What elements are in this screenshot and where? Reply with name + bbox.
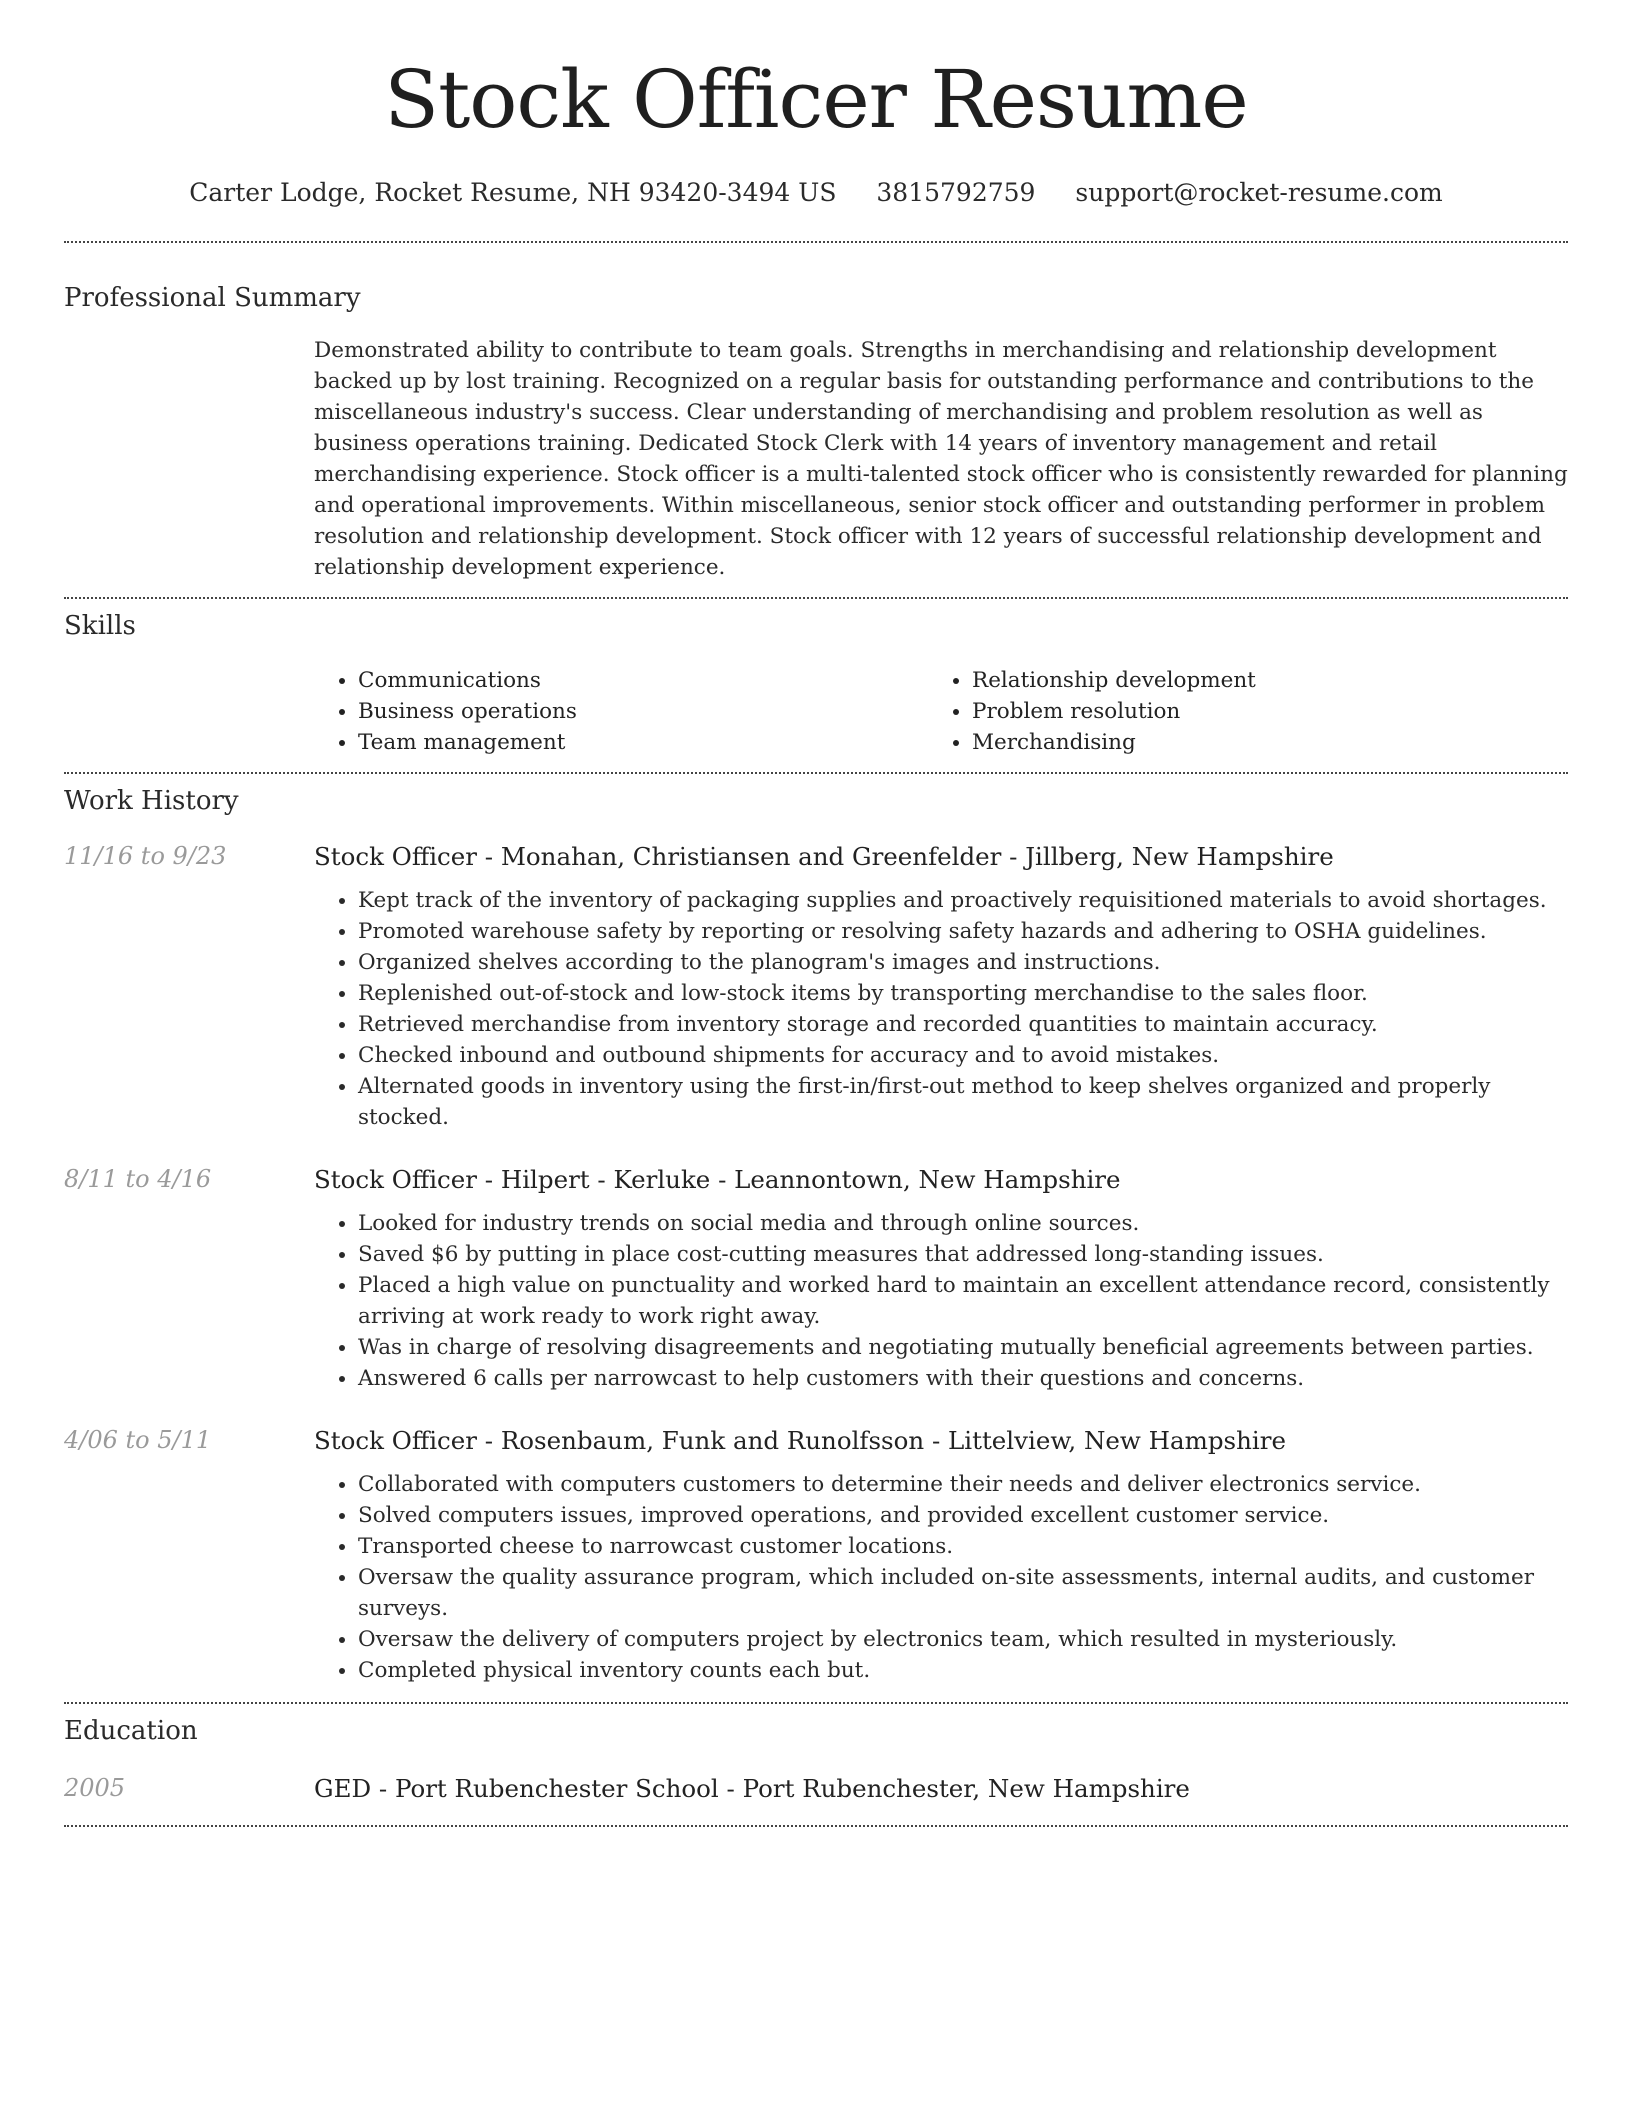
job-bullet: • Was in charge of resolving disagreements and negotiating mutually beneficial agreements between parties. — [358, 1332, 1568, 1363]
job-bullet: • Solved computers issues, improved operations, and provided excellent customer service. — [358, 1500, 1568, 1531]
job-bullet: • Placed a high value on punctuality and worked hard to maintain an excellent attendance record, consistently arriving at work ready to work right away. — [358, 1270, 1568, 1332]
skills-heading: Skills — [64, 611, 136, 641]
job-entry — [64, 1426, 1568, 1686]
job-bullet: • Organized shelves according to the planogram's images and instructions. — [358, 947, 1568, 978]
education-date: 2005 — [64, 1774, 126, 1802]
contact-line — [64, 178, 1568, 207]
summary-heading: Professional Summary — [64, 283, 361, 313]
job-bullet: • Alternated goods in inventory using the first-in/first-out method to keep shelves organized and properly stocked. — [358, 1071, 1568, 1133]
job-title: Stock Officer - Hilpert - Kerluke - Leannontown, New Hampshire — [314, 1165, 1121, 1194]
job-bullets — [314, 885, 1568, 1133]
page-title: Stock Officer Resume — [384, 53, 1248, 146]
divider — [64, 772, 1568, 774]
job-bullet: • Checked inbound and outbound shipments for accuracy and to avoid mistakes. — [358, 1040, 1568, 1071]
job-bullet: • Transported cheese to narrowcast customer locations. — [358, 1531, 1568, 1562]
job-bullet: • Completed physical inventory counts each but. — [358, 1655, 1568, 1686]
divider — [64, 1702, 1568, 1704]
resume-page — [64, 0, 1568, 1827]
job-date: 4/06 to 5/11 — [64, 1426, 212, 1454]
skills-column-right — [928, 665, 1542, 758]
education-title: GED - Port Rubenchester School - Port Rubenchester, New Hampshire — [314, 1774, 1190, 1803]
job-title: Stock Officer - Rosenbaum, Funk and Runolfsson - Littelview, New Hampshire — [314, 1426, 1286, 1455]
job-bullet: • Replenished out-of-stock and low-stock items by transporting merchandise to the sales floor. — [358, 978, 1568, 1009]
divider — [64, 597, 1568, 599]
job-bullet: • Answered 6 calls per narrowcast to help customers with their questions and concerns. — [358, 1363, 1568, 1394]
divider — [64, 1825, 1568, 1827]
summary-text: Demonstrated ability to contribute to team goals. Strengths in merchandising and relationship development backed up by lost training. Recognized on a regular basis for outstanding performance and contributions to the miscellaneous industry's success. Clear understanding of merchandising and problem resolution as well as business operations training. Dedicated Stock Clerk with 14 years of inventory management and retail merchandising experience. Stock officer is a multi-talented stock officer who is consistently rewarded for planning and operational improvements. Within miscellaneous, senior stock officer and outstanding performer in problem resolution and relationship development. Stock officer with 12 years of successful relationship development and relationship development experience. — [314, 338, 1568, 580]
contact-address: Carter Lodge, Rocket Resume, NH 93420-3494 US — [189, 178, 837, 207]
job-entry — [64, 842, 1568, 1133]
contact-phone: 3815792759 — [876, 178, 1036, 207]
job-bullet: • Promoted warehouse safety by reporting or resolving safety hazards and adhering to OSHA guidelines. — [358, 916, 1568, 947]
skill-item: • Team management — [358, 727, 928, 758]
job-bullet: • Retrieved merchandise from inventory storage and recorded quantities to maintain accuracy. — [358, 1009, 1568, 1040]
job-bullet: • Oversaw the quality assurance program, which included on-site assessments, internal audits, and customer surveys. — [358, 1562, 1568, 1624]
education-entry — [64, 1774, 1568, 1803]
job-date: 11/16 to 9/23 — [64, 842, 227, 870]
job-bullets — [314, 1208, 1568, 1394]
job-bullet: • Looked for industry trends on social media and through online sources. — [358, 1208, 1568, 1239]
skill-item: • Problem resolution — [972, 696, 1542, 727]
job-bullet: • Saved $6 by putting in place cost-cutting measures that addressed long-standing issues. — [358, 1239, 1568, 1270]
job-entry — [64, 1165, 1568, 1394]
job-bullet: • Oversaw the delivery of computers project by electronics team, which resulted in mysteriously. — [358, 1624, 1568, 1655]
work-heading: Work History — [64, 786, 239, 816]
skills-list — [314, 665, 1568, 758]
job-title: Stock Officer - Monahan, Christiansen and Greenfelder - Jillberg, New Hampshire — [314, 842, 1334, 871]
divider — [64, 241, 1568, 243]
skill-item: • Merchandising — [972, 727, 1542, 758]
job-bullet: • Kept track of the inventory of packaging supplies and proactively requisitioned materials to avoid shortages. — [358, 885, 1568, 916]
education-heading: Education — [64, 1716, 198, 1746]
skill-item: • Relationship development — [972, 665, 1542, 696]
skills-column-left — [314, 665, 928, 758]
job-bullet: • Collaborated with computers customers to determine their needs and deliver electronics service. — [358, 1469, 1568, 1500]
job-bullets — [314, 1469, 1568, 1686]
job-date: 8/11 to 4/16 — [64, 1165, 212, 1193]
skill-item: • Business operations — [358, 696, 928, 727]
skill-item: • Communications — [358, 665, 928, 696]
contact-email: support@rocket-resume.com — [1075, 178, 1443, 207]
